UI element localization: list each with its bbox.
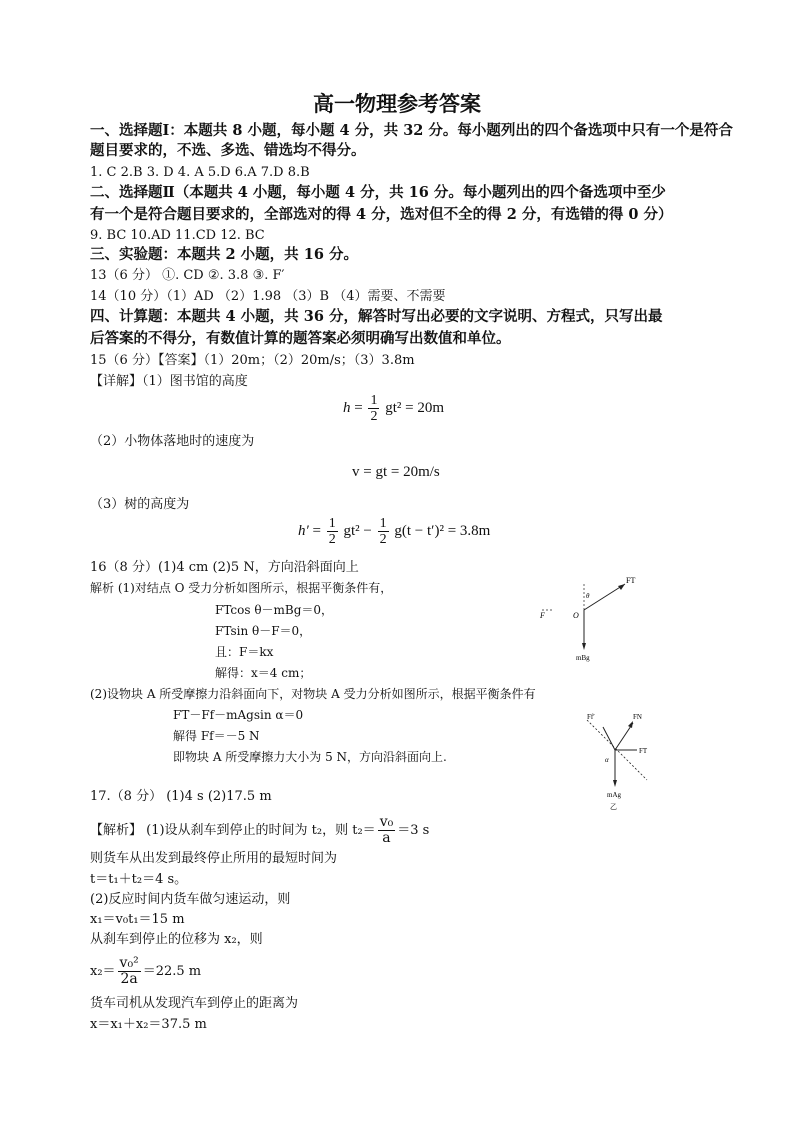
section2-header-line2: 有一个是符合题目要求的，全部选对的得 4 分，选对但不全的得 2 分，有选错的得 0 分） xyxy=(90,206,673,223)
q17-l7-prefix: x₂＝ xyxy=(90,964,116,979)
fraction-v0-a: $\frac{\text{v₀}}{a}$ xyxy=(379,814,394,846)
q15-answer: 15（6 分）【答案】（1）20m；（2）20m/s；（3）3.8m xyxy=(90,353,415,368)
q16-eq-e: FT－Ff－mAgsin α＝0 xyxy=(173,708,304,722)
label-alpha: α xyxy=(605,756,609,764)
q14-answer: 14（10 分）（1）AD （2）1.98 （3）B （4）需要、不需要 xyxy=(90,289,446,304)
q15-detail-2: （2）小物体落地时的速度为 xyxy=(90,434,255,449)
q16-eq-b: FTsin θ－F＝0， xyxy=(215,624,312,638)
eq1-rhs: gt² = 20m xyxy=(385,399,445,416)
ft-arrow xyxy=(584,584,625,610)
label-mag: mAg xyxy=(607,791,621,799)
label-theta: θ xyxy=(586,592,590,600)
q15-equation-2: v = gt = 20m/s xyxy=(352,464,440,480)
q17-line-8: 货车司机从发现汽车到停止的距离为 xyxy=(90,996,299,1011)
q17-line-9: x＝x₁＋x₂＝37.5 m xyxy=(90,1017,207,1032)
q16-answer: 16（8 分）(1)4 cm (2)5 N，方向沿斜面向上 xyxy=(90,560,359,575)
section4-header-line2: 后答案的不得分，有数值计算的题答案必须明确写出数值和单位。 xyxy=(90,330,511,347)
label-ft2: FT xyxy=(639,747,648,755)
eq3-rhs: g(t − t′)² = 3.8m xyxy=(394,522,491,539)
label-f: F xyxy=(540,611,545,620)
section1-header-line2: 题目要求的，不选、多选、错选均不得分。 xyxy=(90,142,366,159)
label-o: O xyxy=(573,611,579,620)
fraction-half-a: $\frac{1}{2}$ xyxy=(328,516,336,547)
q17-line-5: x₁＝v₀t₁＝15 m xyxy=(90,912,185,927)
q17-solution-1 xyxy=(90,815,429,846)
section4-header-line1: 四、计算题：本题共 4 小题，共 36 分，解答时写出必要的文字说明、方程式，只写出最 xyxy=(90,308,663,325)
q17-sol1-prefix: 【解析】 (1)设从刹车到停止的时间为 t₂，则 t₂＝ xyxy=(90,823,376,838)
q17-l7-suffix: ＝22.5 m xyxy=(142,964,202,979)
q17-line-3: t＝t₁＋t₂＝4 s。 xyxy=(90,872,188,887)
section1-header-line1: 一、选择题Ⅰ：本题共 8 小题，每小题 4 分，共 32 分。每小题列出的四个备选项中只有一个是符合 xyxy=(90,122,733,139)
section1-answers: 1. C 2.B 3. D 4. A 5.D 6.A 7.D 8.B xyxy=(90,165,310,180)
eq1-lhs: h xyxy=(343,399,351,416)
q16-eq-f: 解得 Ff＝－5 N xyxy=(173,729,260,743)
q16-eq-d: 解得：x＝4 cm； xyxy=(215,666,312,680)
force-diagram-block-a xyxy=(575,705,665,815)
label-yi: 乙 xyxy=(610,803,617,811)
fraction-half-b: $\frac{1}{2}$ xyxy=(379,516,387,547)
q16-eq-c: 且：F＝kx xyxy=(215,645,274,659)
fraction-v0sq-2a: $\frac{\text{v₀²}}{2a}$ xyxy=(119,955,139,987)
section2-answers: 9. BC 10.AD 11.CD 12. BC xyxy=(90,228,265,243)
force-diagram-node-o xyxy=(530,570,650,665)
fraction-half: $\frac{1}{2}$ xyxy=(370,393,378,424)
q15-equation-1: h = $\frac{1}{2}$ gt² = 20m xyxy=(343,393,445,424)
q16-solution-1: 解析 (1)对结点 O 受力分析如图所示，根据平衡条件有， xyxy=(90,581,393,595)
page-title: 高一物理参考答案 xyxy=(313,91,481,116)
q17-answer: 17.（8 分） (1)4 s (2)17.5 m xyxy=(90,789,272,804)
q15-detail-1: 【详解】（1）图书馆的高度 xyxy=(90,374,248,389)
q15-detail-3: （3）树的高度为 xyxy=(90,497,190,512)
ff-arrow xyxy=(603,727,615,750)
q17-line-4: (2)反应时间内货车做匀速运动，则 xyxy=(90,892,291,907)
q17-line-6: 从刹车到停止的位移为 x₂，则 xyxy=(90,932,263,947)
eq3-lhs: h′ xyxy=(298,522,309,539)
q16-eq-g: 即物块 A 所受摩擦力大小为 5 N，方向沿斜面向上. xyxy=(173,750,447,764)
q17-sol1-suffix: ＝3 s xyxy=(397,823,430,838)
label-ft: FT xyxy=(626,576,636,585)
eq3-mid: gt² − xyxy=(343,522,372,539)
label-fn: FN xyxy=(633,713,642,721)
section2-header-line1: 二、选择题Ⅱ（本题共 4 小题，每小题 4 分，共 16 分。每小题列出的四个备选项中至少 xyxy=(90,184,666,201)
q16-eq-a: FTcos θ－mBg＝0， xyxy=(215,603,334,617)
section3-header: 三、实验题：本题共 2 小题，共 16 分。 xyxy=(90,246,358,263)
q13-answer: 13（6 分） ①. CD ②. 3.8 ③. F′ xyxy=(90,268,285,283)
q16-solution-2: (2)设物块 A 所受摩擦力沿斜面向下，对物块 A 受力分析如图所示，根据平衡条件有 xyxy=(90,687,536,701)
q17-line-2: 则货车从出发到最终停止所用的最短时间为 xyxy=(90,851,338,866)
q15-equation-3: h′ = $\frac{1}{2}$ gt² − $\frac{1}{2}$ g(t − t′)² = 3.8m xyxy=(298,516,491,547)
label-ff: Ff′ xyxy=(587,713,595,721)
label-mbg: mBg xyxy=(576,654,590,662)
q17-line-7 xyxy=(90,956,201,987)
